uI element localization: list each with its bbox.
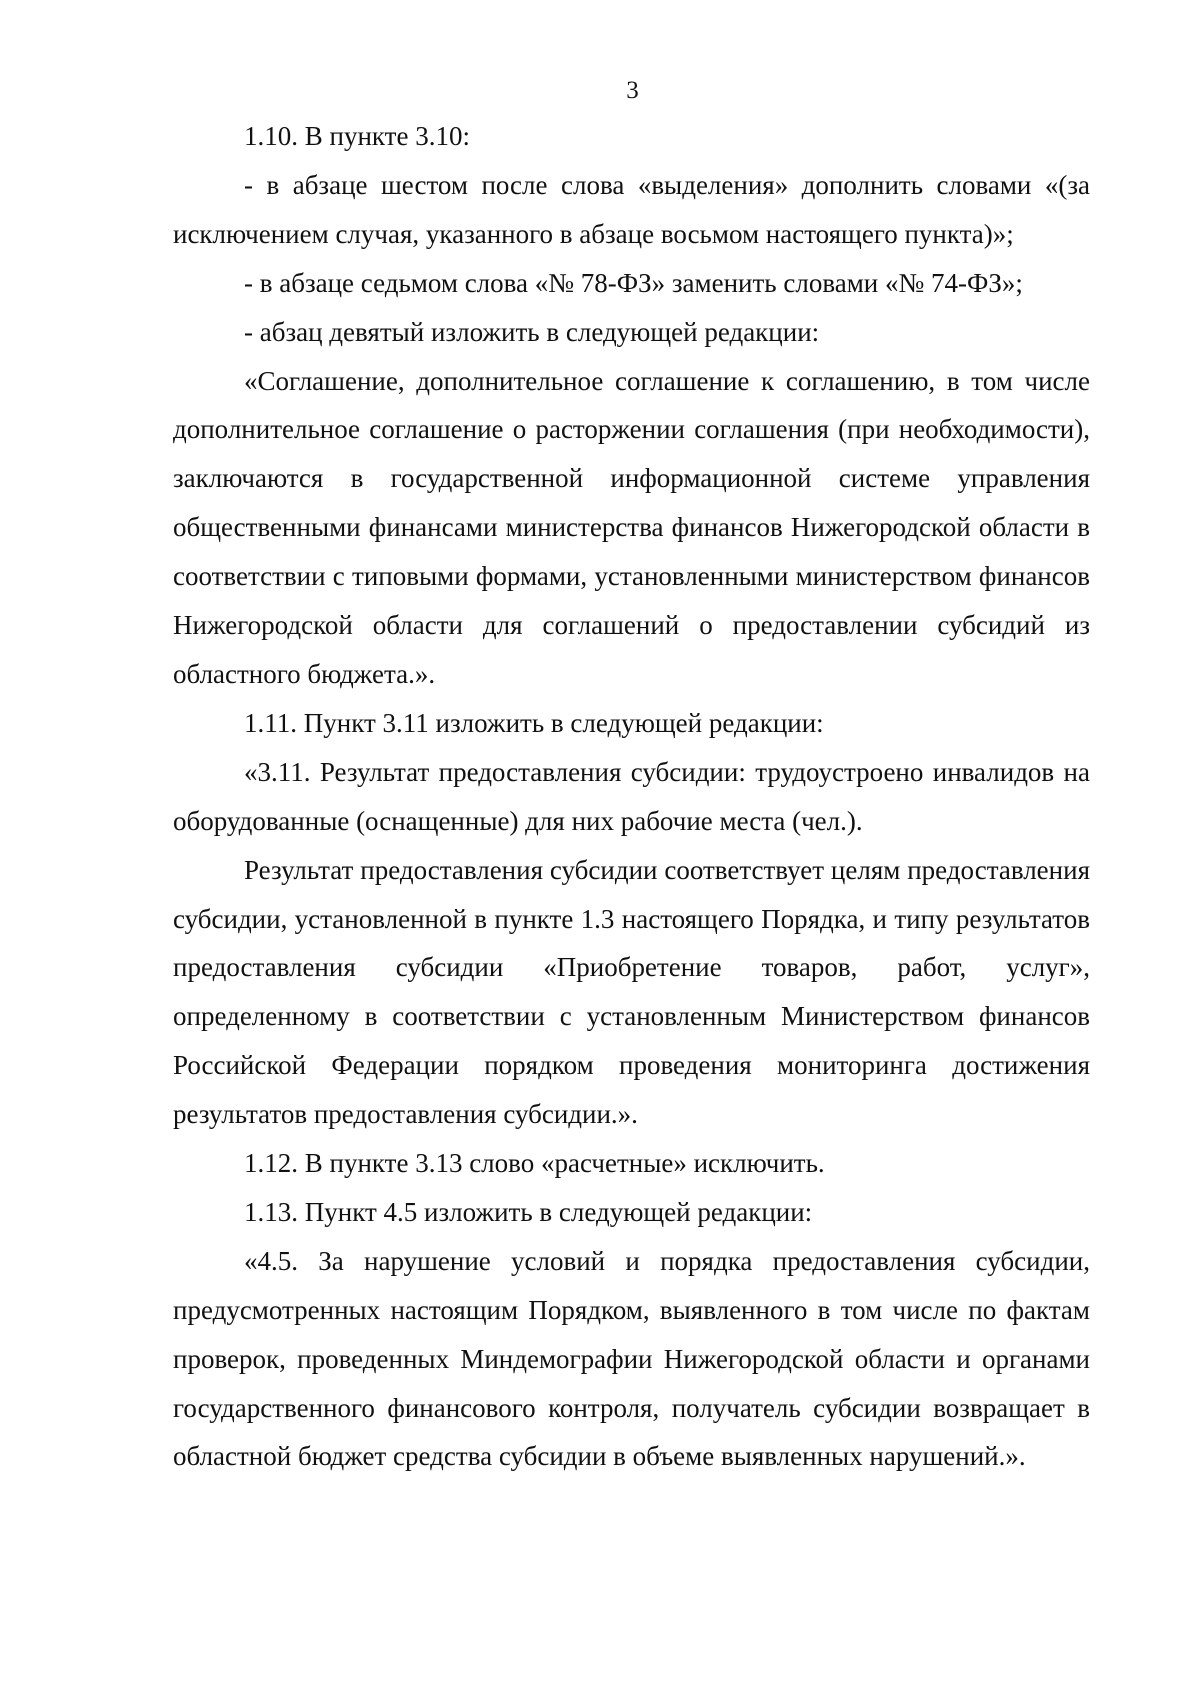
paragraph-1-10-heading: 1.10. В пункте 3.10: <box>244 121 470 151</box>
paragraph-amendment-abzac-9: - абзац девятый изложить в следующей редакции: <box>244 316 820 347</box>
paragraph-agreement-text: «Соглашение, дополнительное соглашение к соглашению, в том числе дополнительное соглашение о расторжении соглашения (при необходимости), заключаются в государственной информационной системе управления общественными финансами министерства финансов Нижегородской области в соответствии с типовыми формами, установленными министерством финансов Нижегородской области для соглашений о предоставлении субсидий из областного бюджета.». <box>173 365 1090 689</box>
paragraph-3-11-result: «3.11. Результат предоставления субсидии: трудоустроено инвалидов на оборудованные (оснащенные) для них рабочие места (чел.). <box>173 756 1090 836</box>
paragraph-4-5-violation: «4.5. За нарушение условий и порядка предоставления субсидии, предусмотренных настоящим Порядком, выявленного в том числе по фактам проверок, проведенных Миндемографии Нижегородской области и органами государственного финансового контроля, получатель субсидии возвращает в областной бюджет средства субсидии в объеме выявленных нарушений.». <box>173 1245 1090 1472</box>
paragraph-1-11-heading: 1.11. Пункт 3.11 изложить в следующей редакции: <box>244 707 824 738</box>
paragraph-result-correspondence: Результат предоставления субсидии соответствует целям предоставления субсидии, установленной в пункте 1.3 настоящего Порядка, и типу результатов предоставления субсидии «Приобретение товаров, работ, услуг», определенному в соответствии с установленным Министерством финансов Российской Федерации порядком проведения мониторинга достижения результатов предоставления субсидии.». <box>173 854 1090 1130</box>
paragraph-1-13-heading: 1.13. Пункт 4.5 изложить в следующей редакции: <box>244 1196 813 1227</box>
document-body <box>173 112 1090 1481</box>
paragraph-amendment-abzac-6: - в абзаце шестом после слова «выделения» дополнить словами «(за исключением случая, указанного в абзаце восьмом настоящего пункта)»; <box>173 169 1090 249</box>
paragraph-amendment-abzac-7: - в абзаце седьмом слова «№ 78-ФЗ» заменить словами «№ 74-ФЗ»; <box>244 267 1023 298</box>
page-number: 3 <box>626 77 639 104</box>
paragraph-1-12: 1.12. В пункте 3.13 слово «расчетные» исключить. <box>244 1148 825 1179</box>
